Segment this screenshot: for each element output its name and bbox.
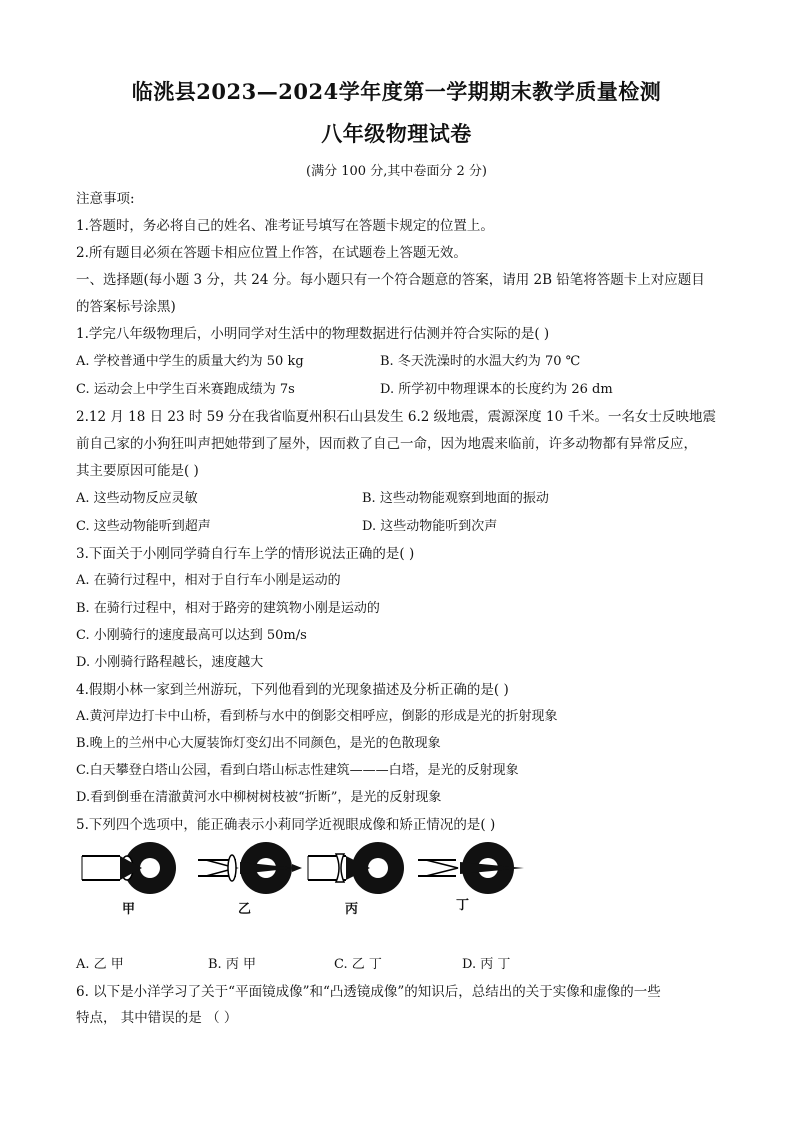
question-4-option-c: C.白天攀登白塔山公园，看到白塔山标志性建筑———白塔，是光的反射现象 bbox=[76, 763, 519, 778]
question-1-option-b: B. 冬天洗澡时的水温大约为 70 ℃ bbox=[380, 354, 581, 369]
note-item-1: 1.答题时，务必将自己的姓名、准考证号填写在答题卡规定的位置上。 bbox=[76, 218, 494, 234]
note-item-2: 2.所有题目必须在答题卡相应位置上作答，在试题卷上答题无效。 bbox=[76, 245, 467, 261]
question-4-option-a: A.黄河岸边打卡中山桥，看到桥与水中的倒影交相呼应，倒影的形成是光的折射现象 bbox=[76, 709, 558, 724]
section1-instructions-cont: 的答案标号涂黑) bbox=[76, 299, 176, 315]
eye-diagram-ding bbox=[416, 838, 531, 898]
question-4-option-b: B.晚上的兰州中心大厦装饰灯变幻出不同颜色，是光的色散现象 bbox=[76, 736, 441, 751]
question-2-stem: 2.12 月 18 日 23 时 59 分在我省临夏州积石山县发生 6.2 级地震，震源深度 10 千米。一名女士反映地震 bbox=[76, 409, 716, 425]
question-5-stem: 5.下列四个选项中，能正确表示小莉同学近视眼成像和矫正情况的是( ) bbox=[76, 817, 496, 833]
question-3-option-c: C. 小刚骑行的速度最高可以达到 50m/s bbox=[76, 628, 307, 643]
question-3-option-d: D. 小刚骑行路程越长，速度越大 bbox=[76, 655, 264, 670]
figure-label-ding: 丁 bbox=[456, 898, 470, 913]
eye-diagram-bing bbox=[306, 838, 416, 898]
question-1-option-d: D. 所学初中物理课本的长度约为 26 dm bbox=[380, 382, 613, 397]
eye-diagram-jia bbox=[80, 838, 190, 898]
question-4-stem: 4.假期小林一家到兰州游玩，下列他看到的光现象描述及分析正确的是( ) bbox=[76, 682, 509, 698]
question-3-stem: 3.下面关于小刚同学骑自行车上学的情形说法正确的是( ) bbox=[76, 546, 415, 562]
question-6-stem-cont: 特点， 其中错误的是 （ ） bbox=[76, 1010, 238, 1026]
exam-title: 临洮县2023—2024学年度第一学期期末教学质量检测 bbox=[131, 79, 662, 104]
section1-instructions: 一、选择题(每小题 3 分，共 24 分。每小题只有一个符合题意的答案，请用 2B 铅笔将答题卡上对应题目 bbox=[76, 272, 705, 288]
question-2-option-d: D. 这些动物能听到次声 bbox=[362, 519, 498, 534]
notes-heading: 注意事项: bbox=[76, 191, 135, 207]
question-1-option-c: C. 运动会上中学生百米赛跑成绩为 7s bbox=[76, 382, 295, 397]
figure-label-yi: 乙 bbox=[238, 902, 252, 917]
question-5-option-b: B. 丙 甲 bbox=[208, 957, 256, 972]
figure-label-jia: 甲 bbox=[122, 902, 136, 917]
question-4-option-d: D.看到倒垂在清澈黄河水中柳树树枝被“折断”，是光的反射现象 bbox=[76, 790, 442, 805]
question-2-option-c: C. 这些动物能听到超声 bbox=[76, 519, 211, 534]
question-2-option-b: B. 这些动物能观察到地面的振动 bbox=[362, 491, 549, 506]
question-2-stem-end: 其主要原因可能是( ) bbox=[76, 463, 199, 479]
question-5-option-c: C. 乙 丁 bbox=[334, 957, 382, 972]
question-1-stem: 1.学完八年级物理后，小明同学对生活中的物理数据进行估测并符合实际的是( ) bbox=[76, 326, 550, 342]
question-5-option-a: A. 乙 甲 bbox=[76, 957, 124, 972]
eye-diagram-yi bbox=[196, 838, 306, 898]
question-2-option-a: A. 这些动物反应灵敏 bbox=[76, 491, 198, 506]
eye-diagram-row bbox=[0, 838, 793, 920]
question-3-option-a: A. 在骑行过程中，相对于自行车小刚是运动的 bbox=[76, 573, 341, 588]
figure-label-bing: 丙 bbox=[345, 902, 359, 917]
question-1-option-a: A. 学校普通中学生的质量大约为 50 kg bbox=[76, 354, 304, 369]
exam-subtitle: 八年级物理试卷 bbox=[321, 121, 472, 146]
question-2-stem-cont: 前自己家的小狗狂叫声把她带到了屋外，因而救了自己一命，因为地震来临前，许多动物都有异常反应， bbox=[76, 436, 697, 452]
score-note: (满分 100 分,其中卷面分 2 分) bbox=[306, 164, 487, 179]
question-3-option-b: B. 在骑行过程中，相对于路旁的建筑物小刚是运动的 bbox=[76, 601, 380, 616]
question-5-option-d: D. 丙 丁 bbox=[462, 957, 511, 972]
question-6-stem: 6. 以下是小洋学习了关于“平面镜成像”和“凸透镜成像”的知识后，总结出的关于实像和虚像的一些 bbox=[76, 984, 661, 1000]
